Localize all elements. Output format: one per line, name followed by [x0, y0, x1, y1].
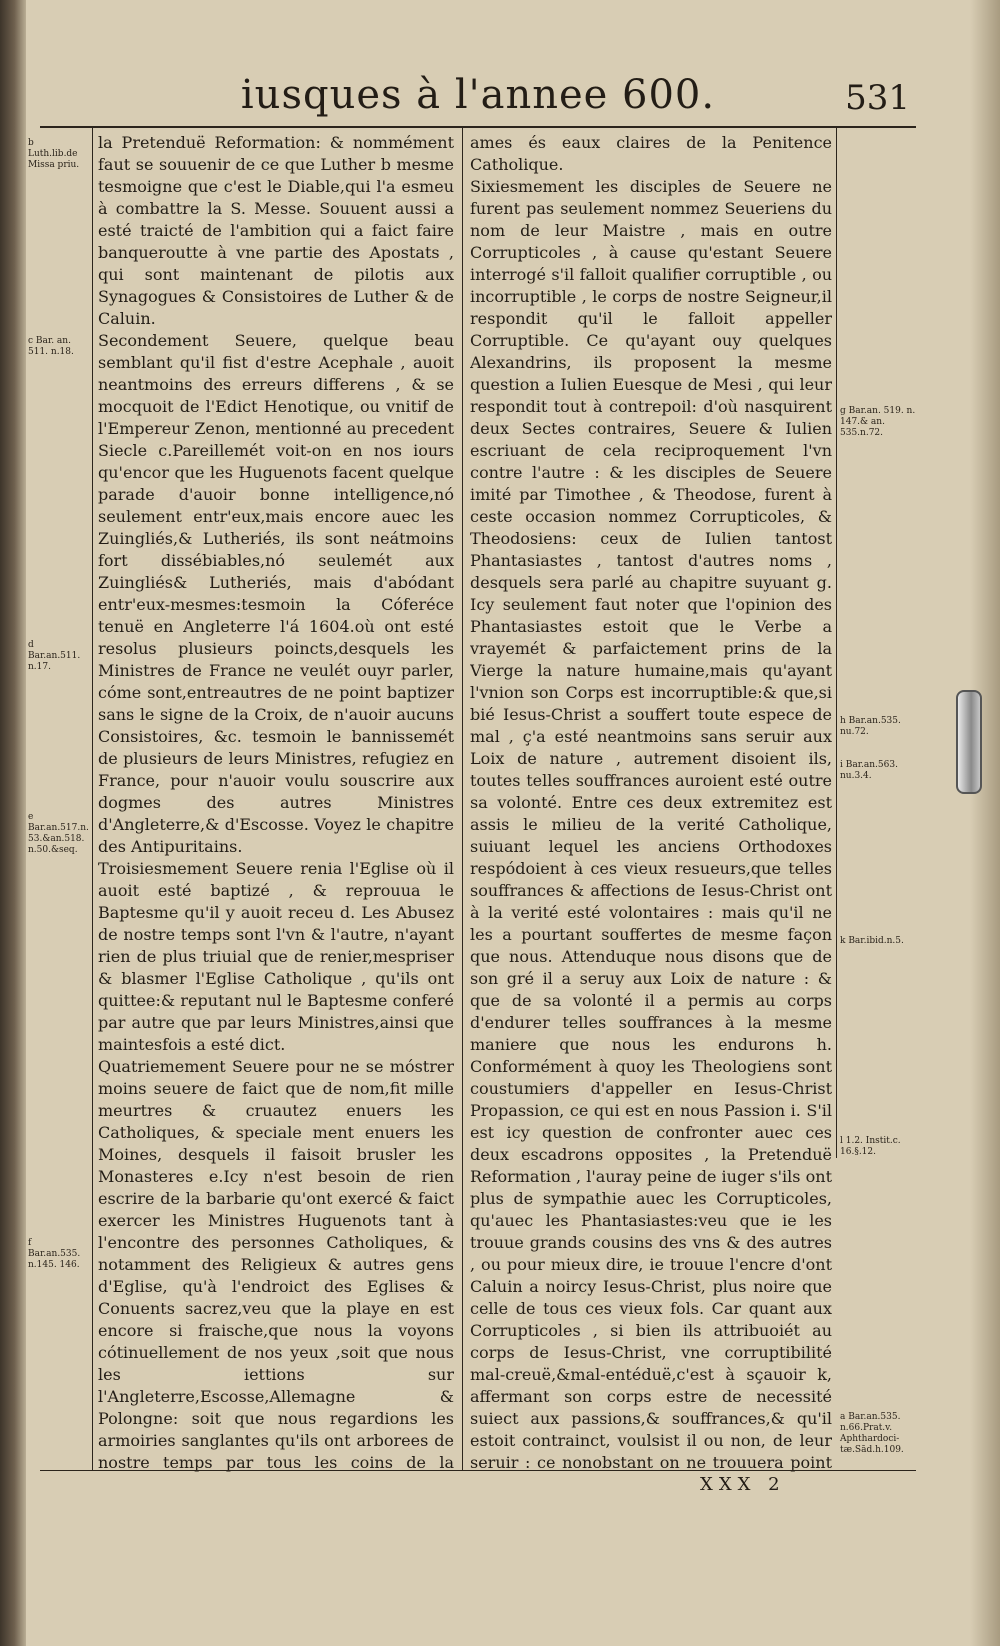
margin-note: e Bar.an.517.n. 53.&an.518. n.50.&seq.	[28, 812, 89, 855]
paragraph: Quatriemement Seuere pour ne se móstrer moins seuere de faict que de nom,fit mille meurtres & cruautez enuers les Catholiques, & speciale ment enuers les Moines, desquels il faisoit brusler les Monasteres e.Icy n'est besoin de rien escrire de la barbarie qu'ont exercé & faict exercer les Ministres Huguenots tant à l'encontre des personnes Catholiques, & notamment des Religieux & autres gens d'Eglise, qu'à l'endroict des Eglises & Conuents sacrez,veu que la playe en est encore si fraische,que nous la voyons cótinuellement de nos yeux ,soit que nous les iettions sur l'Angleterre,Escosse,Allemagne & Polongne: soit que nous regardions les armoiries sanglantes qu'ils ont arborees de nostre temps par tous les coins de la	[98, 1057, 454, 1472]
paragraph: la Pretenduë Reformation: & nommément faut se souuenir de ce que Luther b mesme tesmoigne que c'est le Diable,qui l'a esmeu à combattre la S. Messe. Souuent aussi a esté traicté de l'ambition qui a faict faire banqueroutte à vne partie des Apostats , qui sont maintenant de pilotis aux Synagogues & Consistoires de Luther & de Caluin.	[98, 133, 454, 328]
paragraph: Sixiesmement les disciples de Seuere ne furent pas seulement nommez Seueriens du nom de leur Maistre , mais en outre Corrupticoles , à cause qu'estant Seuere interrogé s'il falloit qualifier corruptible , ou incorruptible , le corps de nostre Seigneur,il respondit qu'il le falloit appeller Corruptible. Ce qu'ayant ouy quelques Alexandrins, ils proposent la mesme question a Iulien Euesque de Mesi , qui leur respondit tout à contrepoil: d'où nasquirent deux Sectes contraires, Seuere & Iulien escriuant de cela reciproquement l'vn contre l'autre : & les disciples de Seuere imité par Timothee , & Theodose, furent à ceste occasion nommez Corrupticoles, & Theodosiens: ceux de Iulien tantost Phantasiastes , tantost d'autres noms , desquels sera parlé au chapitre suyuant g. Icy seulement faut noter que l'opinion des Phantasiastes estoit que le Verbe a vrayemét & parfaictement prins de la Vierge la nature humaine,mais qu'ayant l'vnion son Corps est incorruptible:& que,si bié Iesus-Christ a souffert toute espece de mal , ç'a esté neantmoins sans seruir aux Loix de nature , autrement disoient ils, toutes telles souffrances auroient esté outre sa volonté. Entre ces deux extremitez est assis le milieu de la verité Catholique, suiuant lequel les anciens Orthodoxes respódoient à ces vieux resueurs,que telles souffrances & affections de Iesus-Christ ont à la verité esté volontaires : mais qu'il ne les a pourtant souffertes de mesme façon que nous. Attenduque nous disons que de son gré il a seruy aux Loix de nature : & que de sa volonté il a permis au corps d'endurer telles souffrances à la mesme maniere que nous les endurons h. Conformément à quoy les Theologiens sont coustumiers d'appeller en Iesus-Christ Propassion, ce qui est en nous Passion i. S'il est icy question de confronter auec ces deux escadrons opposites , la Pretenduë Reformation , l'auray peine de iuger s'ils ont plus de sympathie auec les Corrupticoles, qu'auec les Phantasiastes:veu que ie les trouue grands cousins des vns & des autres , ou pour mieux dire, ie trouue l'encre d'ont Caluin a noircy Iesus-Christ, plus noire que celle de tous ces vieux fols. Car quant aux Corrupticoles , si bien ils attribuoiét au corps de Iesus-Christ, vne corruptibilité mal-creuë,&mal-entéduë,c'est à sçauoir k, affermant son corps estre de necessité suiect aux passions,& souffrances,& qu'il estoit contrainct, voulsist il ou non, de leur seruir : ce nonobstant on ne trouuera point	[470, 177, 832, 1472]
margin-note: g Bar.an. 519. n. 147.& an. 535.n.72.	[840, 406, 916, 438]
running-head	[40, 72, 916, 128]
binding-gutter	[0, 0, 26, 1646]
margin-note: d Bar.an.511. n.17.	[28, 640, 81, 672]
right-margin-rule	[836, 128, 837, 1158]
margin-note: h Bar.an.535. nu.72.	[840, 716, 901, 737]
margin-note: i Bar.an.563. nu.3.4.	[840, 760, 898, 781]
paragraph: Secondement Seuere, quelque beau semblant qu'il fist d'estre Acephale , auoit neantmoins des erreurs differens , & se mocquoit de l'Edict Henotique, ou vnitif de l'Empereur Zenon, mentionné au precedent Siecle c.Pareillemét voit-on en nos iours qu'encor que les Huguenots facent quelque parade d'auoir bonne intelligence,nó seulement entr'eux,mais encore auec les Zuingliés,& Lutheriés, ils sont neátmoins fort dissébiables,nó seulemét aux Zuingliés& Lutheriés, mais d'abódant entr'eux-mesmes:tesmoin la Cóferéce tenuë en Angleterre l'á 1604.où ont esté resolus plusieurs poincts,desquels les Ministres de France ne veulét ouyr parler, cóme sont,entreautres de ne point baptizer sans le signe de la Croix, de n'auoir aucuns Consistoires, &c. tesmoin le bannissemét de plusieurs de leurs Ministres, refugiez en France, pour n'auoir voulu souscrire aux dogmes des autres Ministres d'Angleterre,& d'Escosse. Voyez le chapitre des Antipuritains.	[98, 331, 454, 856]
running-title: iusques à l'annee 600.	[240, 72, 716, 118]
margin-note: k Bar.ibid.n.5.	[840, 936, 904, 946]
left-margin-rule	[92, 128, 93, 1470]
paper-clip-icon	[956, 690, 982, 794]
margin-note: a Bar.an.535. n.66.Prat.v. Aphthardoci-tæ.Sād.h.109.	[840, 1412, 904, 1455]
margin-note: c Bar. an. 511. n.18.	[28, 336, 74, 357]
page-number: 531	[845, 78, 910, 118]
margin-note: l 1.2. Instit.c. 16.§.12.	[840, 1136, 901, 1157]
paragraph: ames és eaux claires de la Penitence Catholique.	[470, 133, 832, 174]
page-edge-shade	[970, 0, 1000, 1646]
paragraph: Troisiesmement Seuere renia l'Eglise où il auoit esté baptizé , & reprouua le Baptesme qu'il y auoit receu d. Les Abusez de nostre temps sont l'vn & l'autre, n'ayant rien de plus triuial que de renier,mespriser & blasmer l'Eglise Catholique , qu'ils ont quittee:& reputant nul le Baptesme conferé par autre que par leurs Ministres,ainsi que maintesfois a esté dict.	[98, 859, 454, 1054]
right-text-column	[470, 132, 832, 1474]
signature-mark: XXX 2	[700, 1474, 786, 1495]
margin-note: f Bar.an.535. n.145. 146.	[28, 1238, 81, 1270]
footer-rule	[40, 1470, 916, 1471]
left-text-column	[98, 132, 454, 1474]
margin-note: b Luth.lib.de Missa priu.	[28, 138, 80, 170]
column-divider	[462, 128, 463, 1470]
